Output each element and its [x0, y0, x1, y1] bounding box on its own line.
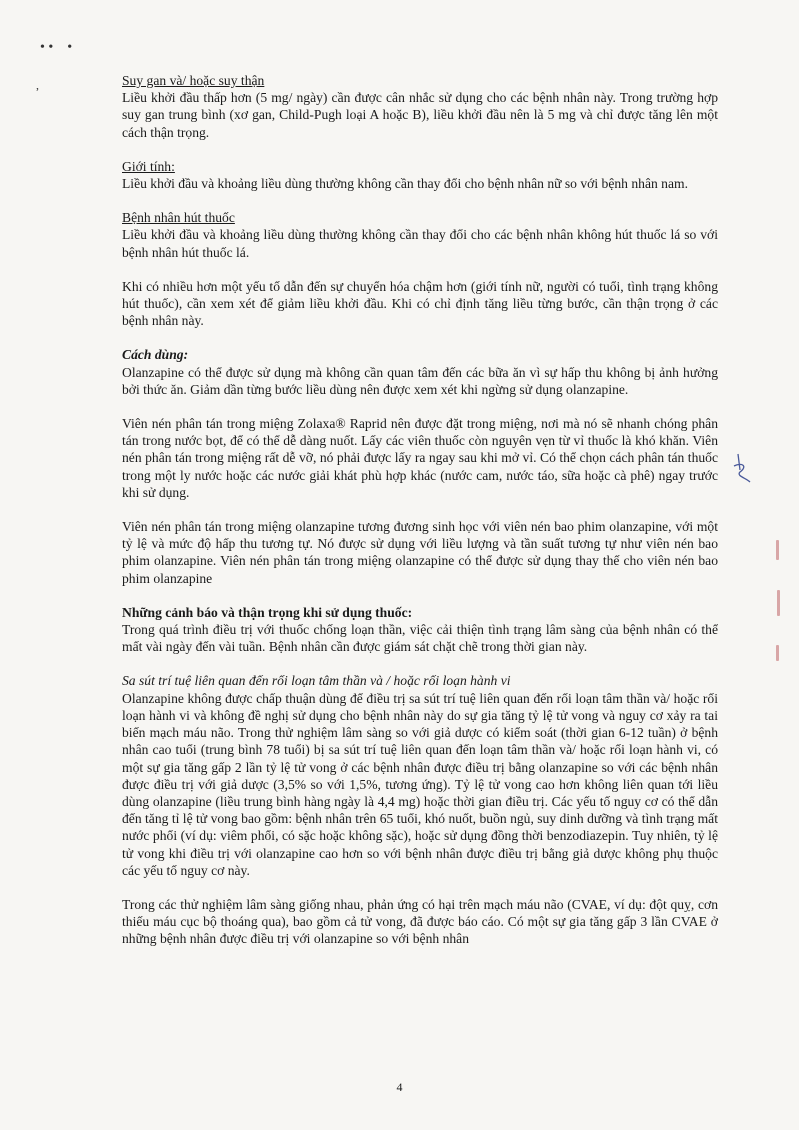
document-body: [122, 72, 718, 965]
section-3: [122, 278, 718, 330]
margin-stamp-mark-1: [776, 540, 779, 560]
paragraph: Liều khởi đầu và khoảng liều dùng thường không cần thay đổi cho các bệnh nhân không hút thuốc lá so với bệnh nhân hút thuốc lá.: [122, 227, 718, 260]
scan-mark-top-left: • • •: [40, 40, 73, 55]
section-heading: Những cảnh báo và thận trọng khi sử dụng thuốc:: [122, 604, 413, 620]
paragraph: Liều khởi đầu và khoảng liều dùng thường không cần thay đổi cho bệnh nhân nữ so với bệnh nhân nam.: [122, 176, 688, 192]
page-number: 4: [396, 1080, 403, 1094]
paragraph: Liều khởi đầu thấp hơn (5 mg/ ngày) cần được cân nhắc sử dụng cho các bệnh nhân này. Trong trường hợp suy gan trung bình (xơ gan, Child-Pugh loại A hoặc B), liều khởi đầu nên là 5 mg và chỉ được tăng lên một cách thận trọng.: [122, 90, 718, 140]
section-heading: Suy gan và/ hoặc suy thận: [122, 73, 265, 88]
section-heading: Bệnh nhân hút thuốc: [122, 210, 235, 226]
paragraph: Trong các thử nghiệm lâm sàng giống nhau, phản ứng có hại trên mạch máu não (CVAE, ví dụ: đột quỵ, cơn thiếu máu cục bộ thoáng qua), bao gồm cả tử vong, đã được báo cáo. Có một sự gia tăng gấp 3 lần CVAE ở những bệnh nhân được điều trị với olanzapine so với bệnh nhân: [122, 896, 718, 947]
section-heading: Cách dùng:: [122, 347, 189, 363]
section-4: [122, 346, 718, 398]
section-5: [122, 415, 718, 501]
section-6: [122, 518, 718, 587]
paragraph: Olanzapine không được chấp thuận dùng để điều trị sa sút trí tuệ liên quan đến rối loạn tâm thần và/ hoặc rối loạn hành vi và không đề nghị sử dụng cho bệnh nhân này do sự gia tăng tỷ lệ tử vong và nguy cơ xảy ra tai biến mạch máu não. Trong thử nghiệm lâm sàng so với giả dược có kiểm soát (thời gian 6-12 tuần) ở bệnh nhân cao tuổi (trung bình 78 tuổi) bị sa sút trí tuệ liên quan đến loạn tâm thần và/ hoặc rối loạn hành vi, có một sự gia tăng gấp 2 lần tỷ lệ tử vong ở các bệnh nhân được điều trị bằng olanzapine so với các bệnh nhân được điều trị với giả dược (3,5% so với 1,5%, tương ứng). Tỷ lệ tử vong cao hơn không liên quan tới liều dùng olanzapine (liều trung bình hàng ngày là 4,4 mg) hoặc thời gian điều trị. Các yếu tố nguy cơ có thể dẫn đến tăng tỉ lệ tử vong bao gồm: bệnh nhân trên 65 tuổi, khó nuốt, buồn ngủ, suy dinh dưỡng và tình trạng mất nước phổi (ví dụ: viêm phổi, có sặc hoặc không sặc), hoặc sử dụng đồng thời benzodiazepin. Tuy nhiên, tỷ lệ tử vong khi điều trị với olanzapine cao hơn so với bệnh nhân được điều trị bằng giả dược không phụ thuộc các yếu tố nguy cơ này.: [122, 690, 718, 878]
paragraph: Trong quá trình điều trị với thuốc chống loạn thần, việc cải thiện tình trạng lâm sàng của bệnh nhân có thể mất vài ngày đến vài tuần. Bệnh nhân cần được giám sát chặt chẽ trong thời gian này.: [122, 622, 718, 655]
paragraph: Olanzapine có thể được sử dụng mà không cần quan tâm đến các bữa ăn vì sự hấp thu không bị ảnh hưởng bởi thức ăn. Giảm dần từng bước liều dùng nên được xem xét khi ngừng sử dụng olanzapine.: [122, 364, 718, 397]
margin-stamp-mark-3: [776, 645, 779, 661]
paragraph: Viên nén phân tán trong miệng olanzapine tương đương sinh học với viên nén bao phim olanzapine, với một tỷ lệ và mức độ hấp thu tương tự. Nó được sử dụng với liều lượng và tần suất tương tự như viên nén bao phim olanzapine. Viên nén phân tán trong miệng olanzapine có thể được sử dụng thay thế cho viên nén bao phim olanzapine: [122, 519, 718, 586]
section-0: [122, 72, 718, 141]
paragraph: Viên nén phân tán trong miệng Zolaxa® Raprid nên được đặt trong miệng, nơi mà nó sẽ nhanh chóng phân tán trong nước bọt, để có thể dễ dàng nuốt. Lấy các viên thuốc còn nguyên vẹn từ vỉ thuốc là khó khăn. Viên nén phân tán trong miệng rất dễ vỡ, nó phải được lấy ra ngay sau khi mở vỉ. Có thể chọn cách phân tán thuốc trong một ly nước hoặc các nước giải khát phù hợp khác (nước cam, nước táo, sữa hoặc cà phê) ngay trước khi sử dụng.: [122, 416, 718, 500]
scan-mark-left: ,: [36, 78, 39, 92]
section-8: [122, 672, 718, 878]
section-9: [122, 896, 718, 948]
section-heading: Giới tính:: [122, 158, 175, 174]
paragraph: Khi có nhiều hơn một yếu tố dẫn đến sự chuyển hóa chậm hơn (giới tính nữ, người có tuổi, tình trạng không hút thuốc), cần xem xét để giảm liều khởi đầu. Khi có chỉ định tăng liều từng bước, cần thận trọng ở các bệnh nhân này.: [122, 278, 718, 329]
section-1: [122, 158, 718, 192]
section-7: [122, 604, 718, 656]
section-2: [122, 209, 718, 261]
handwritten-mark: [732, 452, 754, 486]
section-heading: Sa sút trí tuệ liên quan đến rối loạn tâm thần và / hoặc rối loạn hành vi: [122, 673, 511, 689]
margin-stamp-mark-2: [777, 590, 780, 616]
